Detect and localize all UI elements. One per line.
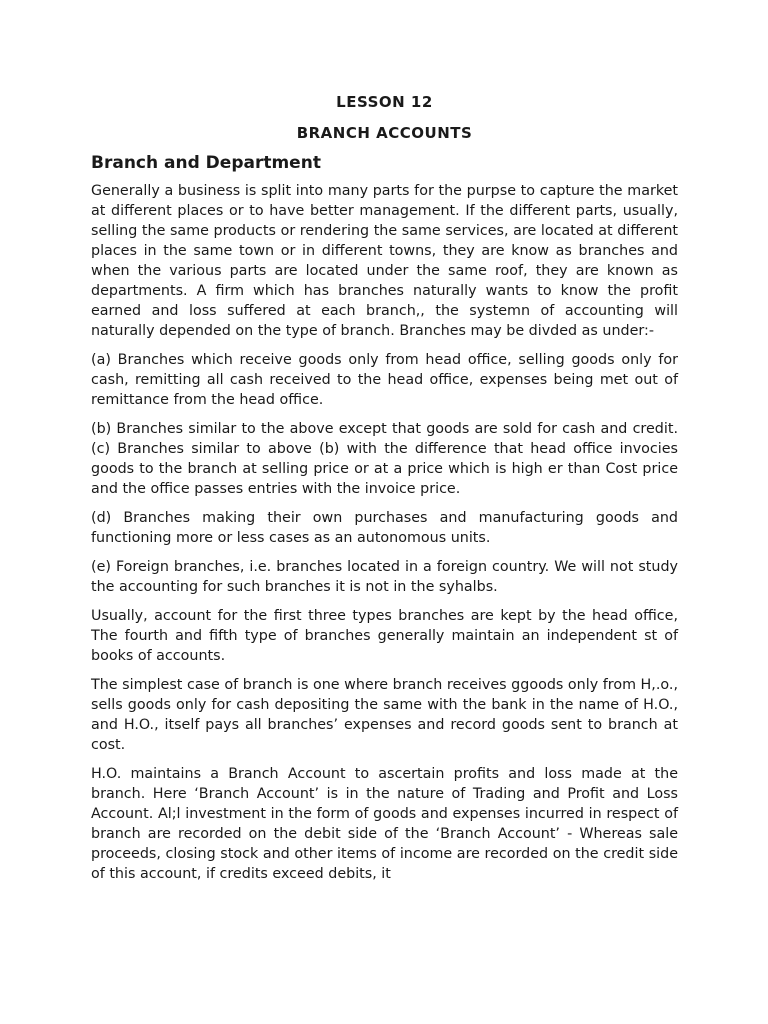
section-heading: Branch and Department xyxy=(91,153,321,173)
paragraph-type-d: (d) Branches making their own purchases and manufacturing goods and functioning more or less cases as an autonomous units. xyxy=(91,510,678,546)
chapter-title: BRANCH ACCOUNTS xyxy=(296,124,473,142)
paragraph-type-a: (a) Branches which receive goods only from head office, selling goods only for cash, remitting all cash received to the head office, expenses being met out of remittance from the head office. xyxy=(91,352,678,408)
paragraph-books-kept: Usually, account for the first three types branches are kept by the head office, The fourth and fifth type of branches generally maintain an independent st of books of accounts. xyxy=(91,608,678,664)
paragraph-simplest-case: The simplest case of branch is one where branch receives ggoods only from H,.o., sells goods only for cash depositing the same with the bank in the name of H.O., and H.O., itself pays all branches’ expenses and record goods sent to branch at cost. xyxy=(91,677,678,753)
lesson-number: LESSON 12 xyxy=(336,93,433,111)
document-page xyxy=(91,91,678,893)
paragraph-type-b-c: (b) Branches similar to the above except that goods are sold for cash and credit.(c) Branches similar to above (b) with the difference that head office invocies goods to the branch at selling price or at a price which is high er than Cost price and the office passes entries with the invoice price. xyxy=(91,421,678,497)
paragraph-branch-account: H.O. maintains a Branch Account to ascertain profits and loss made at the branch. Here ‘Branch Account’ is in the nature of Trading and Profit and Loss Account. Al;l investment in the form of goods and expenses incurred in respect of branch are recorded on the debit side of the ‘Branch Account’ - Whereas sale proceeds, closing stock and other items of income are recorded on the credit side of this account, if credits exceed debits, it xyxy=(91,766,678,882)
paragraph-intro: Generally a business is split into many parts for the purpse to capture the market at different places or to have better management. If the different parts, usually, selling the same products or rendering the same services, are located at different places in the same town or in different towns, they are know as branches and when the various parts are located under the same roof, they are known as departments. A firm which has branches naturally wants to know the profit earned and loss suffered at each branch,, the systemn of accounting will naturally depended on the type of branch. Branches may be divded as under:- xyxy=(91,183,678,339)
paragraph-type-e: (e) Foreign branches, i.e. branches located in a foreign country. We will not study the accounting for such branches it is not in the syhalbs. xyxy=(91,559,678,595)
